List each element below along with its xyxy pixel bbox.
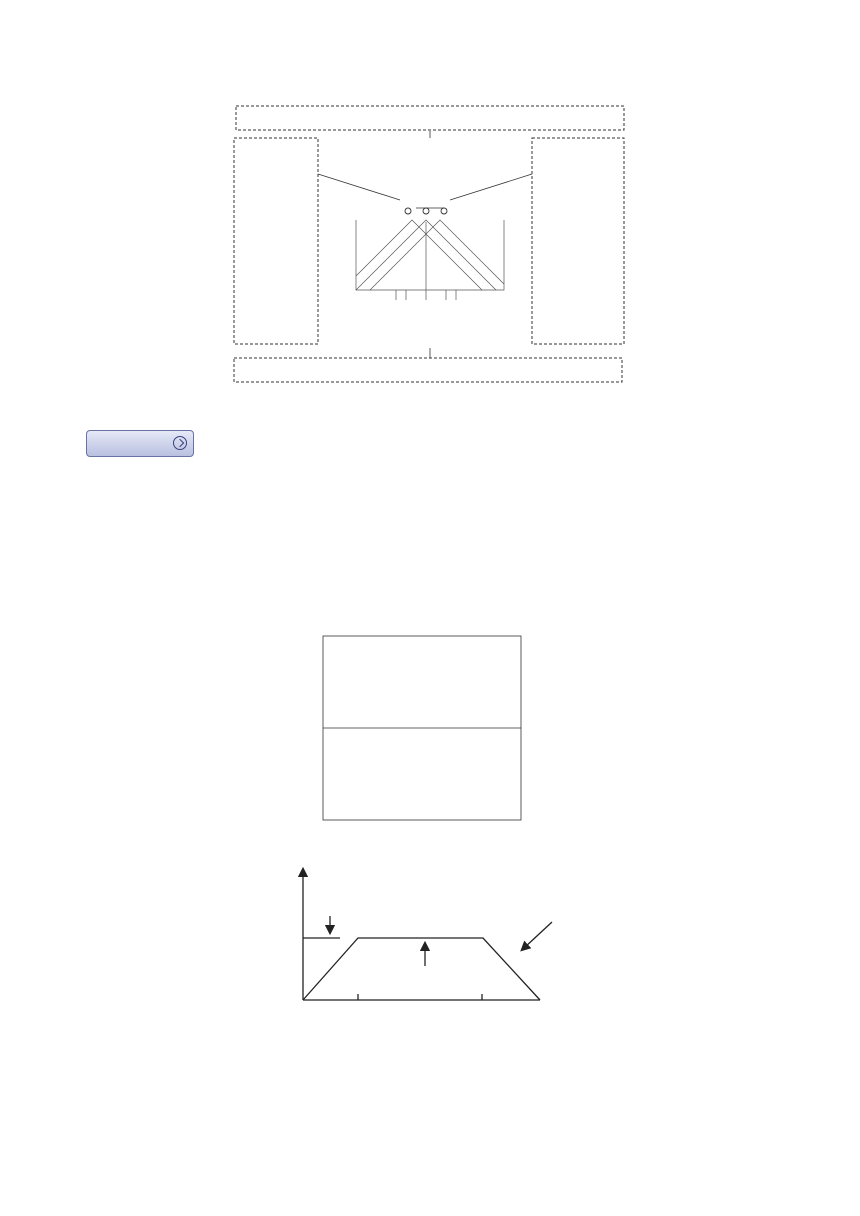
sun-direction-chart <box>290 618 580 830</box>
precise-analysis-badge <box>86 430 194 457</box>
solar-altitude-diagram <box>230 104 630 386</box>
annual-variation-chart <box>250 866 610 1032</box>
arrow-circle-icon <box>173 436 187 450</box>
